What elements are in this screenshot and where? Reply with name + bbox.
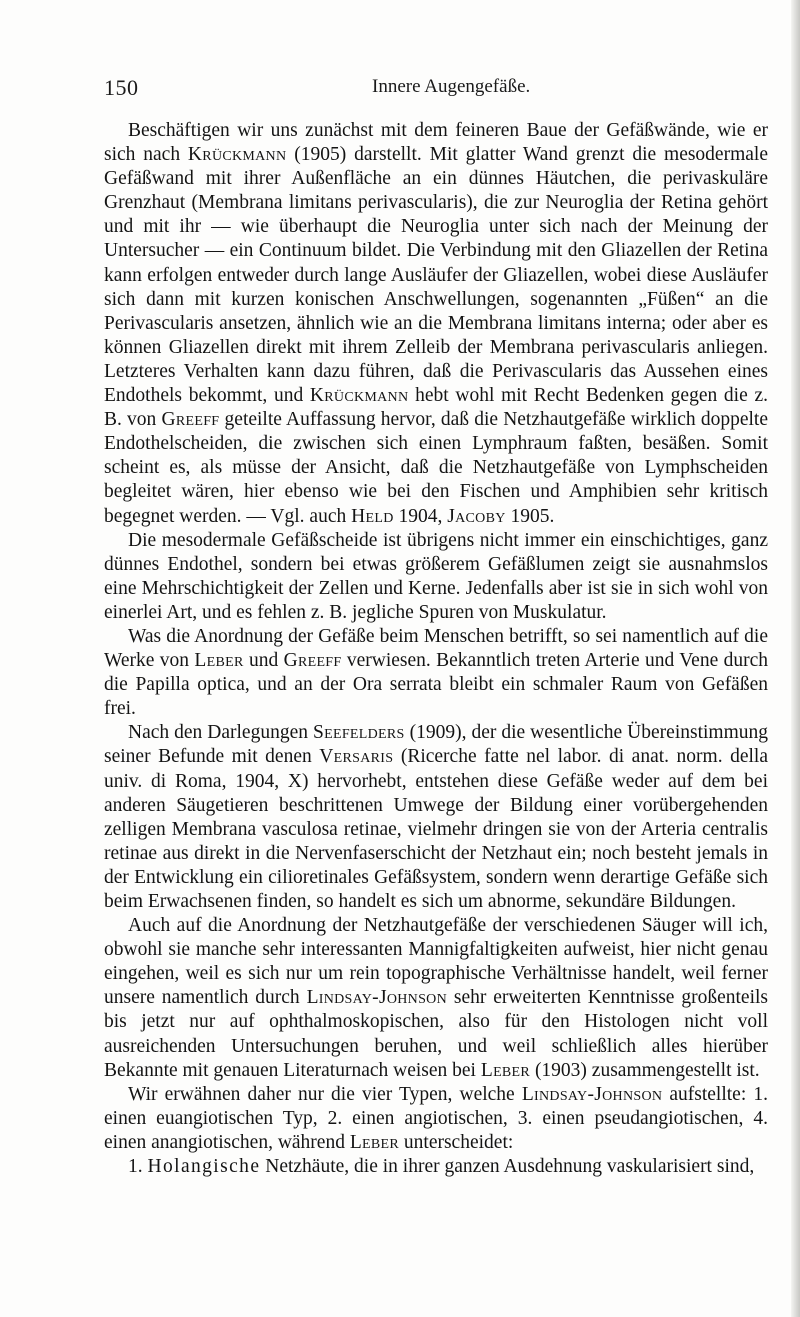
author-name: Versaris: [319, 746, 394, 768]
text-run: aufstellte: 1. einen euangiotischen Typ, 2. einen angiotischen, 3. einen pseudangiotischen, 4. einen anangiotischen, während: [104, 1083, 768, 1153]
text-run: hebt wohl mit Recht Bedenken gegen die z. B. von: [104, 385, 768, 431]
paragraph: [104, 119, 768, 529]
author-name: Greeff: [283, 650, 342, 672]
body-text: [104, 119, 768, 1179]
text-run: und: [243, 650, 284, 672]
text-run: sehr erweiterten Kenntnisse großenteils bis jetzt nur auf ophthalmoskopischen, also für den Histologen nicht voll ausreichenden Untersuchungen beruhen, und weil schließlich alles hierüber Bekannte mit genauen Literaturnach weisen bei: [104, 987, 768, 1081]
text-run: 1.: [128, 1156, 148, 1178]
text-run: Was die Anordnung der Gefäße beim Menschen betrifft, so sei namentlich auf die Werke von: [104, 625, 768, 672]
text-run: 1904,: [393, 505, 448, 527]
author-name: Seefelders: [312, 722, 405, 744]
text-run: (1903) zusammengestellt ist.: [530, 1059, 760, 1081]
author-name: Krückmann: [187, 144, 287, 166]
text-run: Die mesodermale Gefäßscheide ist übrigens nicht immer ein einschichtiges, ganz dünnes Endothel, sondern bei etwas größerem Gefäßlumen zeigt sie ausnahmslos eine Mehrschichtigkeit der Zellen und Kerne. Jedenfalls aber ist sie in sich wohl von einerlei Art, und es fehlen z. B. jegliche Spuren von Muskulatur.: [104, 529, 768, 623]
paragraph: [104, 721, 768, 914]
author-name: Lindsay-Johnson: [521, 1083, 663, 1105]
spaced-term: Holangische: [147, 1156, 261, 1178]
paragraph: [104, 1155, 768, 1179]
author-name: Jacoby: [447, 505, 506, 527]
text-run: Wir erwähnen daher nur die vier Typen, welche: [128, 1083, 522, 1105]
author-name: Leber: [480, 1059, 531, 1081]
text-run: Auch auf die Anordnung der Netzhautgefäße der verschiedenen Säuger will ich, obwohl sie manche sehr interessanten Mannigfaltigkeiten aufweist, hier nicht genau eingehen, weil es sich nur um rein topographische Verhältnisse handelt, weil ferner unsere namentlich durch: [104, 915, 768, 1009]
text-run: 1905.: [505, 505, 555, 527]
text-run: (Ricerche fatte nel labor. di anat. norm. della univ. di Roma, 1904, X) hervorhebt, entstehen diese Gefäße weder auf dem bei anderen Säugetieren beschrittenen Umwege der Bildung einer vorübergehenden zelligen Membrana vasculosa retinae, vielmehr dringen sie von der Arteria centralis retinae aus direkt in die Nervenfaserschicht der Netzhaut ein; noch besteht jemals in der Entwicklung ein cilioretinales Gefäßsystem, sondern wenn derartige Gefäße sich beim Erwachsenen finden, so handelt es sich um abnorme, sekundäre Bildungen.: [104, 746, 768, 912]
running-title: Innere Augengefäße.: [372, 76, 531, 97]
text-run: Beschäftigen wir uns zunächst mit dem feineren Baue der Gefäßwände, wie er sich nach: [104, 120, 768, 166]
text-run: (1905) darstellt. Mit glatter Wand grenzt die mesodermale Gefäßwand mit ihrer Außenfläche an ein dünnes Häutchen, die perivaskuläre Grenzhaut (Membrana limitans perivascularis), die zur Neuroglia der Retina gehört und mit ihr — wie überhaupt die Neuroglia unter sich nach der Meinung der Untersucher — ein Continuum bildet. Die Verbindung mit den Gliazellen der Retina kann erfolgen entweder durch lange Ausläufer der Gliazellen, wobei diese Ausläufer sich dann mit kurzen konischen Anschwellungen, sogenannten „Füßen“ an die Perivascularis ansetzen, ähnlich wie an die Membrana limitans interna; oder aber es können Gliazellen direkt mit ihrem Zelleib der Membrana perivascularis anliegen. Letzteres Verhalten kann dazu führen, daß die Perivascularis das Aussehen eines Endothels bekommt, und: [104, 144, 768, 407]
text-run: Nach den Darlegungen: [128, 722, 313, 744]
author-name: Lindsay-Johnson: [306, 987, 447, 1009]
author-name: Held: [351, 505, 394, 527]
page-number: 150: [104, 75, 139, 100]
author-name: Greeff: [161, 409, 220, 431]
paragraph: [104, 529, 768, 625]
text-run: (1909), der die wesentliche Übereinstimmung seiner Befunde mit denen: [104, 722, 768, 768]
text-run: Netzhäute, die in ihrer ganzen Ausdehnung vaskularisiert sind,: [260, 1156, 755, 1178]
author-name: Leber: [194, 650, 244, 672]
text-run: verwiesen. Bekanntlich treten Arterie und Vene durch die Papilla optica, und an der Ora serrata bleibt ein schmaler Raum von Gefäßen frei.: [104, 650, 769, 720]
text-run: unterscheidet:: [399, 1131, 514, 1153]
paragraph: [104, 625, 768, 721]
text-run: geteilte Auffassung hervor, daß die Netzhautgefäße wirklich doppelte Endothelscheiden, die zwischen sich einen Lymphraum faßten, besäßen. Somit scheint es, als müsse der Ansicht, daß die Netzhautgefäße von Lymphscheiden begleitet wären, hier ebenso wie bei den Fischen und Amphibien sehr kritisch begegnet werden. — Vgl. auch: [104, 409, 768, 527]
paragraph: [104, 1083, 768, 1155]
author-name: Krückmann: [309, 385, 409, 407]
page-edge-shadow: [791, 0, 800, 1317]
author-name: Leber: [349, 1131, 400, 1153]
paragraph: [104, 914, 768, 1083]
page-header: [104, 75, 764, 105]
